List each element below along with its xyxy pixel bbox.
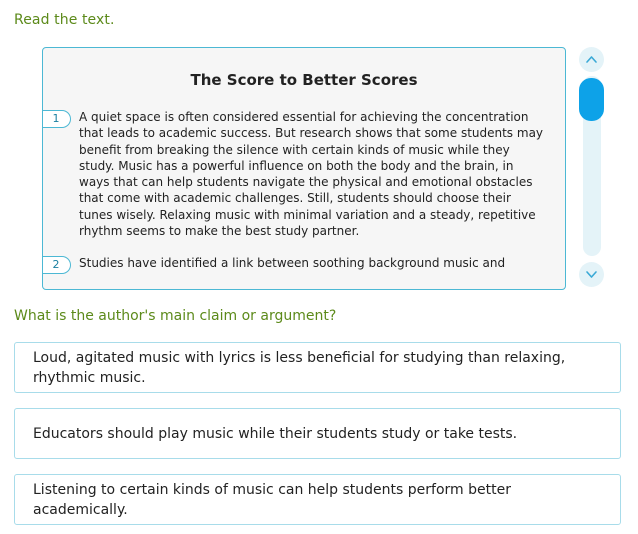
answer-option-label: Loud, agitated music with lyrics is less beneficial for studying than relaxing, rhythmic music. [33,349,566,386]
paragraph-number-2: 2 [42,256,71,274]
paragraph-number-1: 1 [42,110,71,128]
answer-option-3[interactable] [14,474,621,525]
answer-option-2[interactable] [14,408,621,459]
chevron-down-icon [585,268,598,281]
chevron-up-icon [585,53,598,66]
paragraph-2: Studies have identified a link between soothing background music and [79,256,506,270]
scroll-down-button[interactable] [579,262,604,287]
scroll-up-button[interactable] [579,47,604,72]
answer-option-label: Educators should play music while their students study or take tests. [33,425,518,442]
passage-panel[interactable] [42,47,566,290]
paragraph-1: A quiet space is often considered essential for achieving the concentration that leads to academic success. But research shows that some students may benefit from breaking the silence with certain kinds of music while they study. Music has a powerful influence on both the body and the brain, in ways that can help students navigate the physical and emotional obstacles that come with academic challenges. Still, students should choose their tunes wisely. Relaxing music with minimal variation and a steady, repetitive rhythm seems to make the best study partner. [79,110,544,239]
question-prompt: What is the author's main claim or argument? [14,308,337,324]
instruction-text: Read the text. [14,12,115,28]
answer-option-label: Listening to certain kinds of music can help students perform better academically. [33,481,511,518]
answer-option-1[interactable] [14,342,621,393]
scrollbar-thumb[interactable] [579,78,604,121]
passage-title: The Score to Better Scores [190,71,418,89]
